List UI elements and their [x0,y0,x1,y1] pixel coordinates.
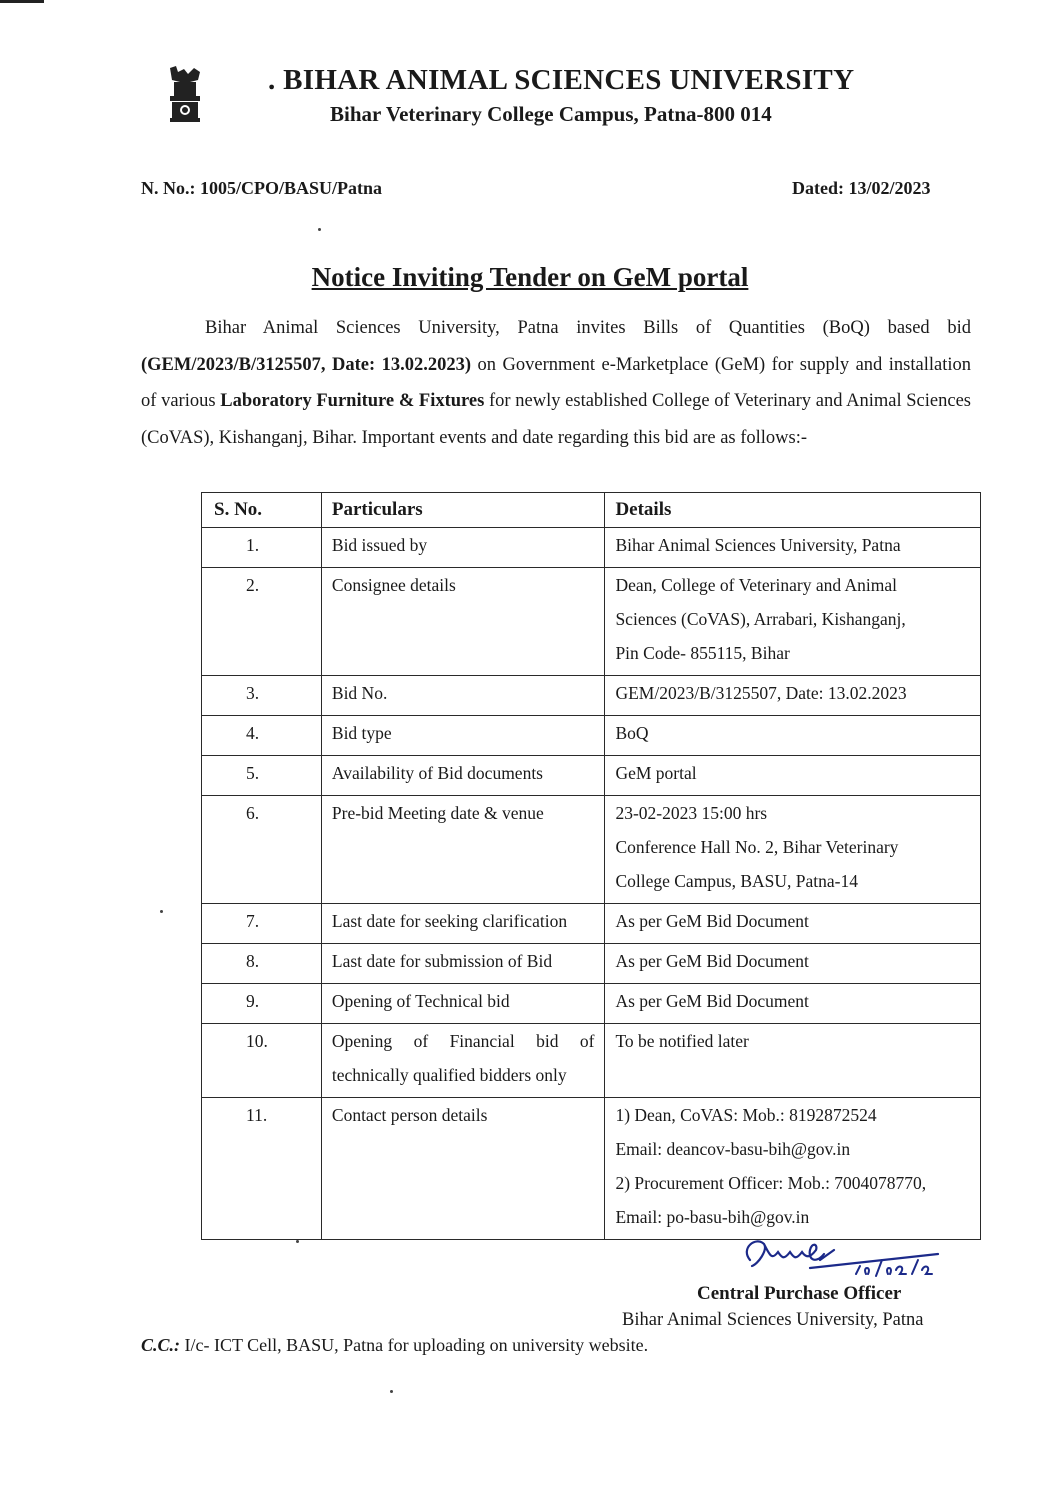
row-particular: Bid No. [321,676,605,716]
row-particular: Consignee details [321,568,605,676]
table-row [202,796,981,904]
row-sno: 1. [202,528,322,568]
intro-text-2: on Government e-Marketplace (GeM) for supply and installation of various [141,354,971,411]
header-sno: S. No. [202,493,322,528]
row-particular: Pre-bid Meeting date & venue [321,796,605,904]
detail-line: As per GeM Bid Document [615,991,809,1011]
row-sno: 11. [202,1098,322,1240]
detail-line: Email: deancov-basu-bih@gov.in [615,1139,851,1159]
detail-line: 23-02-2023 15:00 hrs [615,803,768,823]
header-particulars: Particulars [321,493,605,528]
row-details [605,904,981,944]
cc-text: I/c- ICT Cell, BASU, Patna for uploading on university website. [180,1335,649,1355]
row-details [605,1024,981,1098]
signatory-title: Central Purchase Officer [697,1283,902,1304]
cc-line [141,1335,648,1356]
detail-line: To be notified later [615,1031,749,1051]
row-sno: 10. [202,1024,322,1098]
detail-line: Sciences (CoVAS), Arrabari, Kishanganj, [615,609,906,629]
scan-speck [390,1390,393,1393]
table-row [202,944,981,984]
table-row [202,1098,981,1240]
notice-date: Dated: 13/02/2023 [792,178,931,198]
detail-line: BoQ [615,723,649,743]
university-address: Bihar Veterinary College Campus, Patna-800 014 [330,102,772,126]
table-row [202,716,981,756]
detail-line: As per GeM Bid Document [615,911,809,931]
national-emblem-icon [160,66,210,128]
intro-bid-reference: (GEM/2023/B/3125507, Date: 13.02.2023) [141,354,472,375]
notice-title: Notice Inviting Tender on GeM portal [311,262,749,292]
intro-item: Laboratory Furniture & Fixtures [220,391,485,411]
detail-line: Pin Code- 855115, Bihar [615,643,790,663]
table-row [202,568,981,676]
row-particular: Last date for seeking clarification [321,904,605,944]
row-details [605,756,981,796]
row-sno: 2. [202,568,322,676]
table-row [202,756,981,796]
intro-paragraph [141,310,971,456]
cc-label: C.C.: [141,1335,181,1355]
events-table [201,492,981,1240]
row-particular: Opening of Technical bid [321,984,605,1024]
row-details [605,984,981,1024]
row-details [605,796,981,904]
row-details [605,568,981,676]
table-row [202,1024,981,1098]
table-row [202,904,981,944]
scan-speck [318,228,321,231]
detail-line: Bihar Animal Sciences University, Patna [615,535,901,555]
row-sno: 9. [202,984,322,1024]
intro-text-1: Bihar Animal Sciences University, Patna invites Bills of Quantities (BoQ) based bid [205,318,971,338]
row-details [605,528,981,568]
row-sno: 7. [202,904,322,944]
university-name: . BIHAR ANIMAL SCIENCES UNIVERSITY [268,64,855,96]
row-details [605,676,981,716]
row-sno: 3. [202,676,322,716]
notice-number: N. No.: 1005/CPO/BASU/Patna [141,178,383,198]
signatory-organization: Bihar Animal Sciences University, Patna [622,1310,924,1330]
table-row [202,984,981,1024]
detail-line: Email: po-basu-bih@gov.in [615,1207,810,1227]
row-details [605,1098,981,1240]
row-particular: Bid type [321,716,605,756]
scan-speck [296,1240,299,1243]
scan-speck [160,910,163,913]
row-particular: Availability of Bid documents [321,756,605,796]
scan-corner-mark [0,0,44,3]
row-details [605,716,981,756]
row-sno: 5. [202,756,322,796]
detail-line: Conference Hall No. 2, Bihar Veterinary [615,837,899,857]
intro-text-3: for newly established College of Veterinary and Animal Sciences (CoVAS), Kishanganj, Bihar. Important events and date regarding this bid are as follows:- [141,391,971,448]
detail-line: College Campus, BASU, Patna-14 [615,871,859,891]
header-details: Details [605,493,981,528]
row-particular: Contact person details [321,1098,605,1240]
detail-line: GeM portal [615,763,697,783]
table-header-row [202,493,981,528]
row-sno: 6. [202,796,322,904]
table-row [202,676,981,716]
detail-line: GEM/2023/B/3125507, Date: 13.02.2023 [615,683,907,703]
row-sno: 8. [202,944,322,984]
row-particular: Opening of Financial bid of technically qualified bidders only [321,1024,605,1098]
detail-line: Dean, College of Veterinary and Animal [615,575,897,595]
row-particular: Last date for submission of Bid [321,944,605,984]
handwritten-signature [738,1230,948,1290]
row-details [605,944,981,984]
detail-line: 2) Procurement Officer: Mob.: 7004078770, [615,1173,927,1193]
row-particular: Bid issued by [321,528,605,568]
detail-line: As per GeM Bid Document [615,951,809,971]
row-sno: 4. [202,716,322,756]
table-row [202,528,981,568]
detail-line: 1) Dean, CoVAS: Mob.: 8192872524 [615,1105,877,1125]
